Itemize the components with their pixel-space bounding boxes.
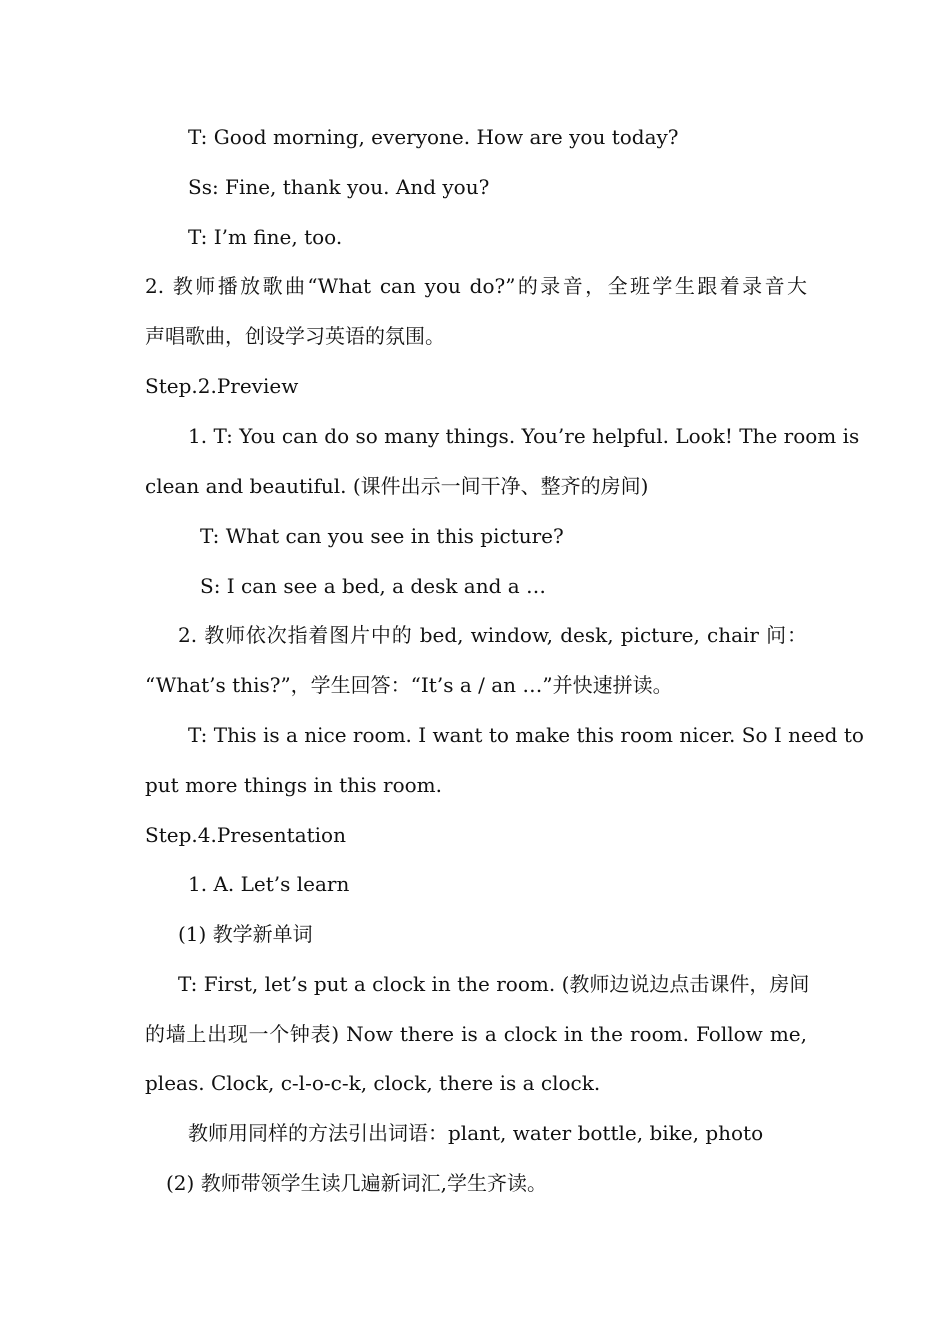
text-line-10: S: I can see a bed, a desk and a … — [200, 574, 547, 598]
text-line-16: 1. A. Let’s learn — [188, 872, 350, 896]
text-line-17: (1) 教学新单词 — [178, 922, 313, 946]
text-line-11: 2. 教师依次指着图片中的 bed, window, desk, picture, chair 问： — [178, 623, 807, 647]
text-line-5: 声唱歌曲，创设学习英语的氛围。 — [145, 324, 445, 348]
text-line-9: T: What can you see in this picture? — [200, 524, 564, 548]
text-line-13: T: This is a nice room. I want to make this room nicer. So I need to — [188, 723, 864, 747]
text-line-18: T: First, let’s put a clock in the room. (教师边说边点击课件，房间 — [178, 972, 810, 996]
text-line-4: 2. 教师播放歌曲“What can you do?”的录音，全班学生跟着录音大 — [145, 274, 807, 298]
text-line-21: 教师用同样的方法引出词语：plant, water bottle, bike, photo — [188, 1121, 764, 1145]
section-heading-preview: Step.2.Preview — [145, 374, 299, 398]
section-heading-presentation: Step.4.Presentation — [145, 823, 346, 847]
text-line-8: clean and beautiful. (课件出示一间干净、整齐的房间) — [145, 474, 649, 498]
text-line-20: pleas. Clock, c-l-o-c-k, clock, there is a clock. — [145, 1071, 601, 1095]
text-line-12: “What’s this?”，学生回答：“It’s a / an …”并快速拼读。 — [145, 673, 673, 697]
text-line-2: Ss: Fine, thank you. And you? — [188, 175, 490, 199]
text-line-7: 1. T: You can do so many things. You’re helpful. Look! The room is — [188, 424, 860, 448]
text-line-3: T: I’m fine, too. — [188, 225, 343, 249]
text-line-1: T: Good morning, everyone. How are you today? — [188, 125, 679, 149]
text-line-19: 的墙上出现一个钟表) Now there is a clock in the room. Follow me, — [145, 1022, 807, 1046]
text-line-22: (2) 教师带领学生读几遍新词汇,学生齐读。 — [166, 1171, 548, 1195]
text-line-14: put more things in this room. — [145, 773, 442, 797]
